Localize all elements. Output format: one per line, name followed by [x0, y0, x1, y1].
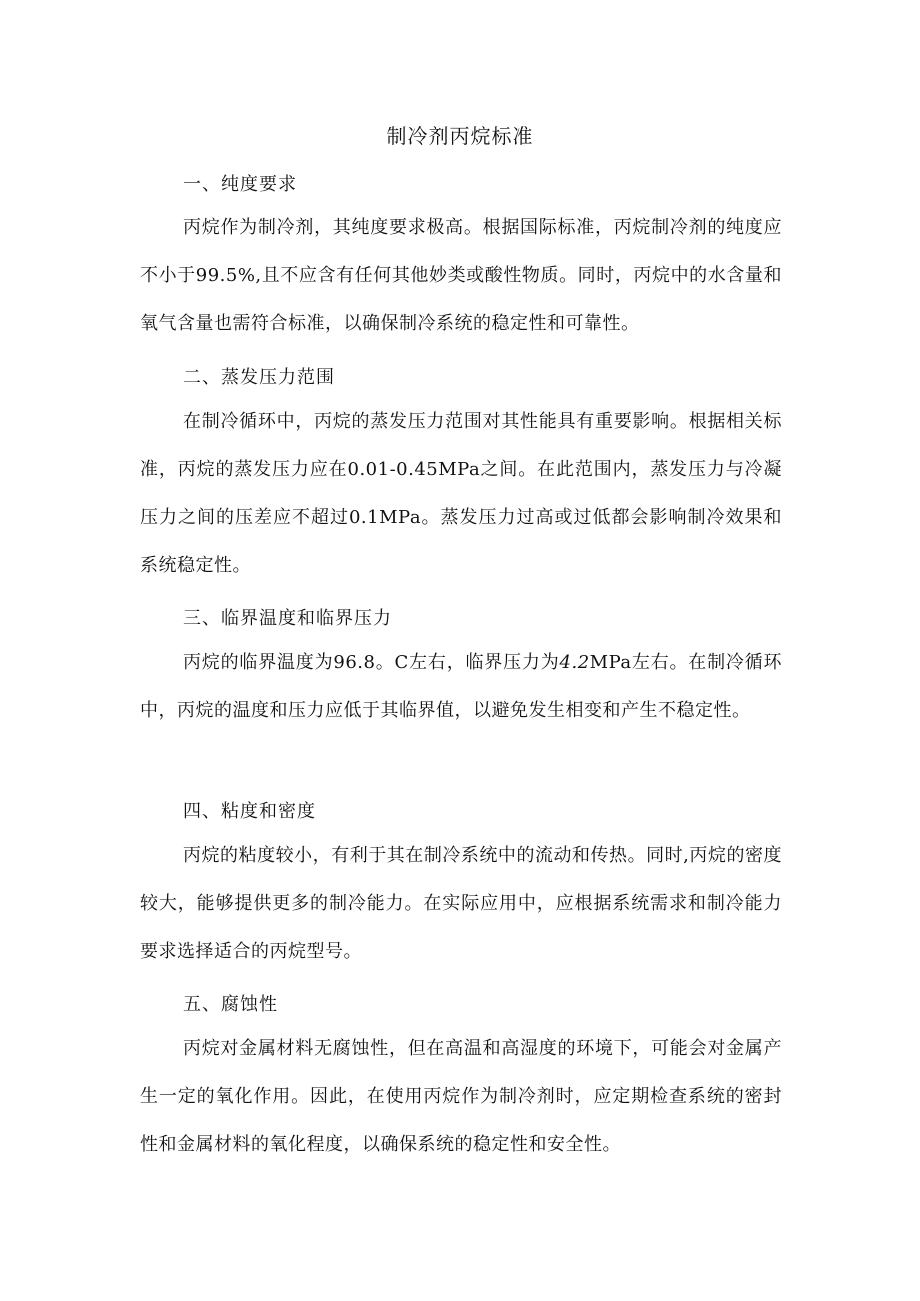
critical-body-suffix: MPa左右。在制冷循环中，丙烷的温度和压力应低于其临界值，以避免发生相变和产生不稳定性。: [140, 652, 783, 721]
section-body-evaporation-pressure: 在制冷循环中，丙烷的蒸发压力范围对其性能具有重要影响。根据相关标准，丙烷的蒸发压力应在0.01-0.45MPa之间。在此范围内，蒸发压力与冷凝压力之间的压差应不超过0.1MPa。蒸发压力过高或过低都会影响制冷效果和系统稳定性。: [140, 411, 782, 576]
section-heading-critical-values: 三、临界温度和临界压力: [183, 608, 392, 629]
document-title: 制冷剂丙烷标准: [386, 124, 534, 148]
critical-pressure-value: 4.2: [559, 652, 590, 673]
section-heading-purity: 一、纯度要求: [183, 174, 297, 195]
section-heading-viscosity-density: 四、粘度和密度: [183, 801, 316, 822]
section-heading-evaporation-pressure: 二、蒸发压力范围: [183, 367, 335, 388]
section-body-purity: 丙烷作为制冷剂，其纯度要求极高。根据国际标准，丙烷制冷剂的纯度应不小于99.5%,且不应含有任何其他妙类或酸性物质。同时，丙烷中的水含量和氧气含量也需符合标准，以确保制冷系统的稳定性和可靠性。: [140, 217, 782, 334]
section-body-corrosion: 丙烷对金属材料无腐蚀性，但在高温和高湿度的环境下，可能会对金属产生一定的氧化作用。因此，在使用丙烷作为制冷剂时，应定期检查系统的密封性和金属材料的氧化程度，以确保系统的稳定性和安全性。: [140, 1038, 782, 1155]
critical-body-prefix: 丙烷的临界温度为96.8。C左右，临界压力为: [183, 652, 560, 673]
section-body-critical-values: [140, 639, 782, 735]
section-heading-corrosion: 五、腐蚀性: [183, 994, 278, 1015]
section-body-viscosity-density: 丙烷的粘度较小，有利于其在制冷系统中的流动和传热。同时,丙烷的密度较大，能够提供更多的制冷能力。在实际应用中，应根据系统需求和制冷能力要求选择适合的丙烷型号。: [140, 845, 782, 962]
